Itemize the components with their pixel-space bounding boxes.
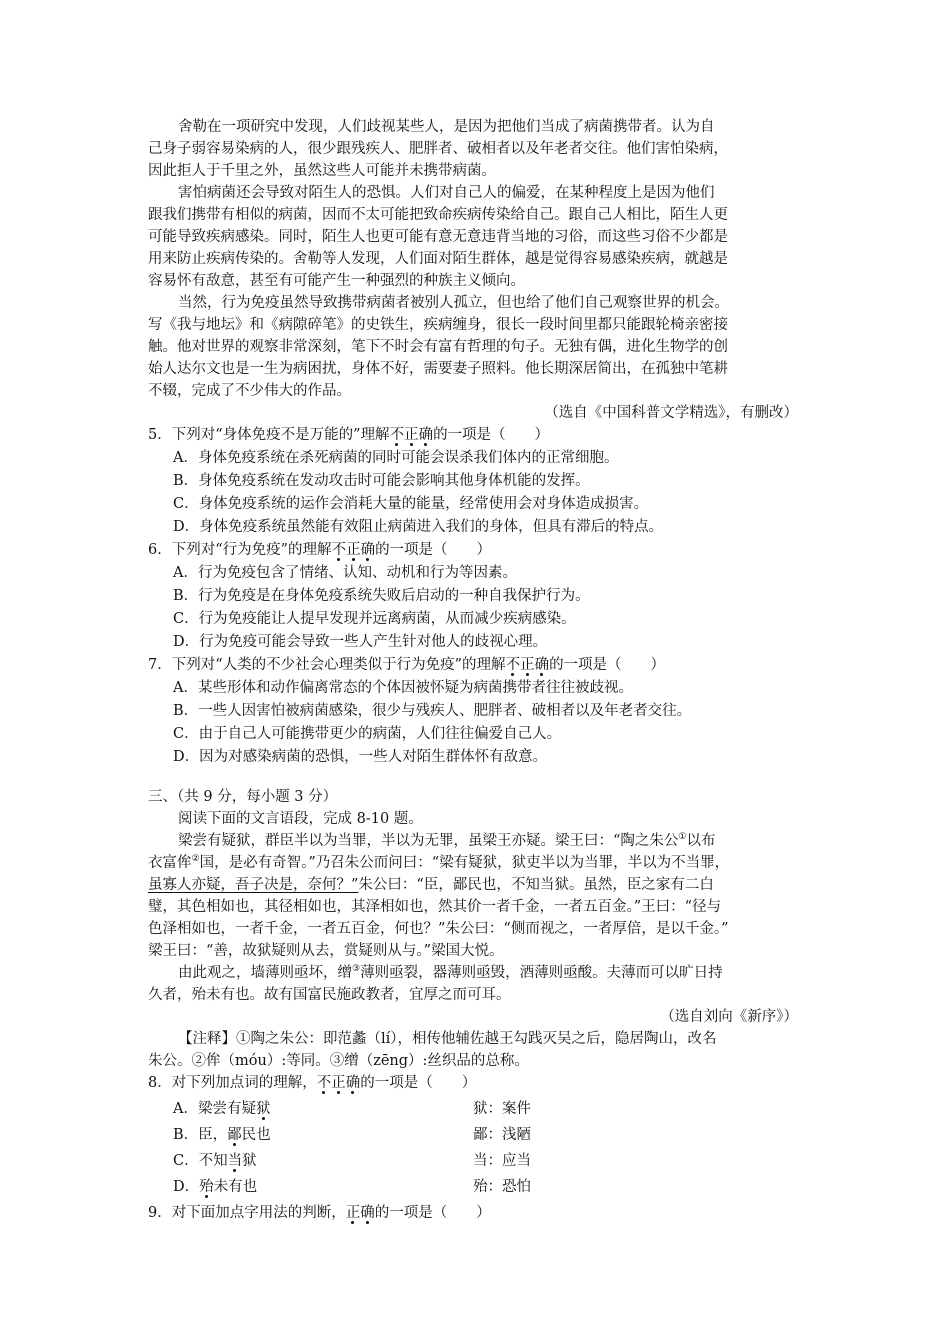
passage-p3-line5: 不辍，完成了不少伟大的作品。 xyxy=(148,383,351,399)
section-3-heading: 三、（共 9 分，每小题 3 分） xyxy=(148,789,338,805)
question-5-option-b: B．身体免疫系统在发动攻击时可能会影响其他身体机能的发挥。 xyxy=(173,473,590,489)
classical-text-source: （选自刘向《新序》） xyxy=(660,1009,798,1025)
emphasis-dot: 正 xyxy=(346,542,361,558)
question-5-option-c: C．身体免疫系统的运作会消耗大量的能量，经常使用会对身体造成损害。 xyxy=(173,496,649,512)
footnote-marker: ① xyxy=(678,832,687,842)
annotation-line1: 【注释】①陶之朱公：即范蠡（lí），相传他辅佐越王勾践灭吴之后，隐居陶山，改名 xyxy=(178,1031,717,1047)
question-5-stem: 5．下列对“身体免疫不是万能的”理解不正确的一项是（ ） xyxy=(148,427,550,443)
classical-text-line5: 色泽相如也，一者千金，一者五百金，何也？”朱公曰：“侧而视之，一者厚倍，是以千金。” xyxy=(148,921,729,937)
passage-p3-line1: 当然，行为免疫虽然导致携带病菌者被别人孤立，但也给了他们自己观察世界的机会。 xyxy=(178,295,729,311)
passage-p3-line2: 写《我与地坛》和《病隙碎笔》的史铁生，疾病缠身，很长一段时间里都只能跟轮椅亲密接 xyxy=(148,317,728,333)
emphasis-dot: 鄙 xyxy=(227,1127,242,1143)
question-6-option-a: A．行为免疫包含了情绪、认知、动机和行为等因素。 xyxy=(173,565,517,581)
passage-p2-line2: 跟我们携带有相似的病菌，因而不太可能把致命疾病传染给自己。跟自己人相比，陌生人更 xyxy=(148,207,728,223)
question-7-option-c: C．由于自己人可能携带更少的病菌，人们往往偏爱自己人。 xyxy=(173,726,562,742)
emphasis-dot: 正 xyxy=(331,1075,346,1091)
passage-p2-line5: 容易怀有敌意，甚至有可能产生一种强烈的种族主义倾向。 xyxy=(148,273,525,289)
classical-text-line8: 久者，殆未有也。故有国富民施政教者，宜厚之而可耳。 xyxy=(148,987,511,1003)
emphasis-dot: 不 xyxy=(316,1075,332,1091)
question-7-option-b: B．一些人因害怕被病菌感染，很少与残疾人、肥胖者、破相者以及年老者交往。 xyxy=(173,703,692,719)
passage-p3-line3: 触。他对世界的观察非常深刻，笔下不时会有富有哲理的句子。无独有偶，进化生物学的创 xyxy=(148,339,728,355)
question-8-stem: 8．对下列加点词的理解，不正确的一项是（ ） xyxy=(148,1075,477,1091)
question-6-option-d: D．行为免疫可能会导致一些人产生针对他人的歧视心理。 xyxy=(173,634,548,650)
passage-source: （选自《中国科普文学精选》，有删改） xyxy=(544,405,798,421)
question-6-option-b: B．行为免疫是在身体免疫系统失败后启动的一种自我保护行为。 xyxy=(173,588,590,604)
passage-p1-line2: 己身子弱容易染病的人，很少跟残疾人、肥胖者、破相者以及年老者交往。他们害怕染病， xyxy=(148,141,728,157)
classical-text-line2: 衣富侔②国，是必有奇智。”乃召朱公而问曰：“梁有疑狱，狱吏半以为当罪，半以为不当罪， xyxy=(148,854,730,871)
question-9-stem: 9．对下面加点字用法的判断，正确的一项是（ ） xyxy=(148,1205,491,1221)
question-5-option-d: D．身体免疫系统虽然能有效阻止病菌进入我们的身体，但具有滞后的特点。 xyxy=(173,519,664,535)
emphasis-dot: 正 xyxy=(404,427,419,443)
emphasis-dot: 不 xyxy=(331,542,347,558)
emphasis-dot: 确 xyxy=(345,1075,361,1091)
emphasis-dot: 确 xyxy=(418,427,434,443)
question-5-option-a: A．身体免疫系统在杀死病菌的同时可能会误杀我们体内的正常细胞。 xyxy=(173,450,619,466)
emphasis-dot: 殆 xyxy=(199,1179,214,1195)
annotation-line2: 朱公。②侔（móu）:等同。③缯（zēng）:丝织品的总称。 xyxy=(148,1053,529,1069)
emphasis-dot: 正 xyxy=(345,1205,361,1221)
question-7-option-d: D．因为对感染病菌的恐惧，一些人对陌生群体怀有敌意。 xyxy=(173,749,548,765)
passage-p1-line3: 因此拒人于千里之外，虽然这些人可能并未携带病菌。 xyxy=(148,163,496,179)
question-6-stem: 6．下列对“行为免疫”的理解不正确的一项是（ ） xyxy=(148,542,492,558)
question-8-option-c: C．不知当狱 当：应当 xyxy=(173,1153,531,1169)
section-3-instruction: 阅读下面的文言语段，完成 8-10 题。 xyxy=(178,811,423,827)
question-8-option-a: A．梁尝有疑狱 狱：案件 xyxy=(173,1101,531,1117)
footnote-marker: ② xyxy=(191,854,200,864)
emphasis-dot: 确 xyxy=(360,542,376,558)
question-7-stem: 7．下列对“人类的不少社会心理类似于行为免疫”的理解不正确的一项是（ ） xyxy=(148,657,666,673)
passage-p2-line1: 害怕病菌还会导致对陌生人的恐惧。人们对自己人的偏爱，在某种程度上是因为他们 xyxy=(178,185,715,201)
emphasis-dot: 不 xyxy=(389,427,405,443)
question-7-option-a: A．某些形体和动作偏离常态的个体因被怀疑为病菌携带者往往被歧视。 xyxy=(173,680,633,696)
classical-text-line4: 璧，其色相如也，其径相如也，其泽相如也，然其价一者千金，一者五百金。”王曰：“径与 xyxy=(148,899,722,915)
footnote-marker: ③ xyxy=(352,964,361,974)
question-8-option-b: B．臣，鄙民也 鄙：浅陋 xyxy=(173,1127,531,1143)
classical-text-line6: 梁王曰：“善，故狱疑则从去，赏疑则从与。”梁国大悦。 xyxy=(148,943,504,959)
passage-p2-line3: 可能导致疾病感染。同时，陌生人也更可能有意无意违背当地的习俗，而这些习俗不少都是 xyxy=(148,229,728,245)
underlined-sentence: 虽寡人亦疑，吾子决是，奈何？” xyxy=(148,877,359,893)
emphasis-dot: 确 xyxy=(534,657,550,673)
passage-p2-line4: 用来防止疾病传染的。舍勒等人发现，人们面对陌生群体，越是觉得容易感染疾病，就越是 xyxy=(148,251,728,267)
classical-text-line3: 虽寡人亦疑，吾子决是，奈何？”朱公曰：“臣，鄙民也，不知当狱。虽然，臣之家有二白 xyxy=(148,877,714,893)
emphasis-dot: 不 xyxy=(505,657,521,673)
emphasis-dot: 正 xyxy=(520,657,535,673)
emphasis-dot: 当 xyxy=(227,1153,243,1169)
classical-text-line7: 由此观之，墙薄则亟坏，缯③薄则亟裂，器薄则亟毁，酒薄则亟酸。夫薄而可以旷日持 xyxy=(178,964,723,981)
classical-text-line1: 梁尝有疑狱，群臣半以为当罪，半以为无罪，虽梁王亦疑。梁王曰：“陶之朱公①以布 xyxy=(178,832,716,849)
question-8-option-d: D．殆未有也 殆：恐怕 xyxy=(173,1179,531,1195)
emphasis-dot: 狱 xyxy=(255,1101,271,1117)
emphasis-dot: 确 xyxy=(360,1205,375,1221)
passage-p1-line1: 舍勒在一项研究中发现，人们歧视某些人，是因为把他们当成了病菌携带者。认为自 xyxy=(178,119,715,135)
question-6-option-c: C．行为免疫能让人提早发现并远离病菌，从而减少疾病感染。 xyxy=(173,611,576,627)
passage-p3-line4: 始人达尔文也是一生为病困扰，身体不好，需要妻子照料。他长期深居简出，在孤独中笔耕 xyxy=(148,361,728,377)
